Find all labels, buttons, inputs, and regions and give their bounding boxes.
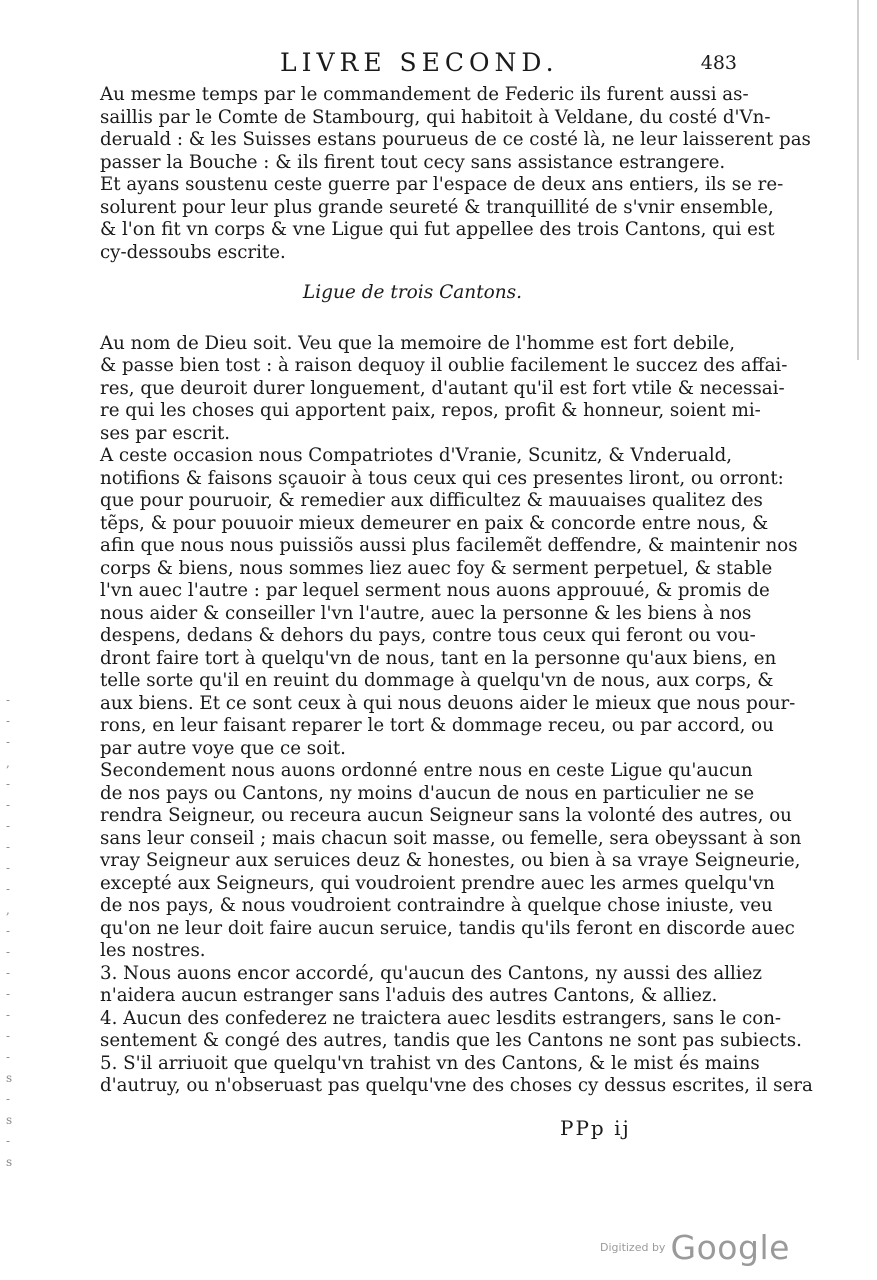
text-line: & l'on fit vn corps & vne Ligue qui fut appellee des trois Cantons, qui est	[100, 219, 775, 240]
margin-mark: -	[6, 1008, 11, 1022]
margin-mark: s	[6, 1071, 13, 1085]
text-line: & passe bien tost : à raison dequoy il oublie facilement le succez des affai-	[100, 355, 788, 376]
text-line: les nostres.	[100, 940, 206, 961]
text-line: que pour pouruoir, & remedier aux difficultez & mauuaises qualitez des	[100, 490, 763, 511]
text-line: n'aidera aucun estranger sans l'aduis des autres Cantons, & alliez.	[100, 985, 718, 1006]
text-block	[100, 84, 813, 1098]
paragraph-article-one	[100, 445, 798, 760]
margin-mark: -	[6, 798, 11, 812]
text-line: qu'on ne leur doit faire aucun seruice, tandis qu'ils feront en discorde auec	[100, 917, 795, 939]
text-line: aux biens. Et ce sont ceux à qui nous deuons aider le mieux que nous pour-	[100, 692, 796, 714]
margin-mark: -	[6, 819, 11, 833]
text-line: Secondement nous auons ordonné entre nous en ceste Ligue qu'aucun	[100, 760, 753, 781]
running-title: LIVRE SECOND.	[280, 48, 559, 77]
margin-mark: -	[6, 1092, 11, 1106]
paragraph-article-three	[100, 962, 762, 1008]
text-line: cy-dessoubs escrite.	[100, 241, 286, 263]
margin-mark: -	[6, 777, 11, 791]
margin-mark: -	[6, 945, 11, 959]
text-line: vray Seigneur aux seruices deuz & honestes, ou bien à sa vraye Seigneurie,	[100, 850, 801, 871]
page-header	[0, 48, 877, 78]
margin-mark: -	[6, 693, 11, 707]
text-line: re qui les choses qui apportent paix, repos, profit & honneur, soient mi-	[100, 400, 761, 421]
margin-mark: ,	[6, 756, 10, 770]
text-line: 5. S'il arriuoit que quelqu'vn trahist vn des Cantons, & le mist és mains	[100, 1052, 760, 1074]
text-line: notifions & faisons sçauoir à tous ceux qui ces presentes liront, ou orront:	[100, 467, 784, 489]
margin-mark: s	[6, 1113, 13, 1127]
text-line: dront faire tort à quelqu'vn de nous, tant en la personne qu'aux biens, en	[100, 647, 777, 669]
paragraph-second	[100, 174, 784, 264]
text-line: 3. Nous auons encor accordé, qu'aucun des Cantons, ny aussi des alliez	[100, 962, 762, 984]
text-line: saillis par le Comte de Stambourg, qui habitoit à Veldane, du costé d'Vn-	[100, 106, 771, 128]
text-line: rons, en leur faisant reparer le tort & dommage receu, ou par accord, ou	[100, 715, 774, 736]
margin-mark: -	[6, 861, 11, 875]
margin-mark: -	[6, 882, 11, 896]
text-line: rendra Seigneur, ou receura aucun Seigneur sans la volonté des autres, ou	[100, 805, 792, 826]
text-line: tẽps, & pour pouuoir mieux demeurer en paix & concorde entre nous, &	[100, 512, 769, 534]
text-line: de nos pays, & nous voudroient contraindre à quelque chose iniuste, veu	[100, 895, 773, 916]
text-line: d'autruy, ou n'obseruast pas quelqu'vne des choses cy dessus escrites, il sera	[100, 1075, 813, 1096]
text-line: res, que deuroit durer longuement, d'autant qu'il est fort vtile & necessai-	[100, 377, 785, 399]
text-line: ses par escrit.	[100, 422, 231, 444]
margin-mark: -	[6, 735, 11, 749]
paragraph-article-five	[100, 1052, 813, 1098]
margin-mark: -	[6, 714, 11, 728]
margin-mark: -	[6, 987, 11, 1001]
signature-mark: PPp ij	[560, 1116, 631, 1140]
margin-mark: -	[6, 924, 11, 938]
page-number: 483	[700, 52, 737, 74]
text-line: Au mesme temps par le commandement de Federic ils furent aussi as-	[100, 84, 749, 105]
text-line: solurent pour leur plus grande seureté & tranquillité de s'vnir ensemble,	[100, 196, 774, 218]
margin-mark: ,	[6, 903, 10, 917]
margin-mark: -	[6, 1134, 11, 1148]
text-line: de nos pays ou Cantons, ny moins d'aucun de nous en particulier ne se	[100, 782, 755, 804]
margin-marks	[6, 690, 18, 1173]
section-title: Ligue de trois Cantons.	[302, 282, 523, 303]
paragraph-preamble	[100, 332, 788, 446]
text-line: excepté aux Seigneurs, qui voudroient prendre auec les armes quelqu'vn	[100, 872, 775, 894]
text-line: A ceste occasion nous Compatriotes d'Vranie, Scunitz, & Vnderuald,	[100, 445, 733, 466]
google-logo: Google	[670, 1228, 790, 1267]
text-line: nous aider & conseiller l'vn l'autre, auec la personne & les biens à nos	[100, 602, 752, 624]
text-line: 4. Aucun des confederez ne traictera auec lesdits estrangers, sans le con-	[100, 1007, 782, 1029]
margin-mark: -	[6, 1029, 11, 1043]
text-line: passer la Bouche : & ils firent tout cecy sans assistance estrangere.	[100, 151, 726, 173]
paragraph-article-two	[100, 760, 802, 963]
watermark-prefix: Digitized by	[600, 1241, 666, 1254]
margin-mark: -	[6, 1050, 11, 1064]
text-line: l'vn auec l'autre : par lequel serment nous auons approuué, & promis de	[100, 580, 770, 601]
paragraph-intro	[100, 84, 811, 174]
text-line: par autre voye que ce soit.	[100, 737, 346, 759]
google-watermark	[600, 1228, 790, 1267]
margin-mark: -	[6, 966, 11, 980]
text-line: despens, dedans & dehors du pays, contre tous ceux qui feront ou vou-	[100, 625, 756, 646]
margin-mark: s	[6, 1155, 13, 1169]
text-line: corps & biens, nous sommes liez auec foy & serment perpetuel, & stable	[100, 557, 773, 579]
text-line: telle sorte qu'il en reuint du dommage à quelqu'vn de nous, aux corps, &	[100, 670, 774, 691]
paragraph-article-four	[100, 1007, 802, 1053]
text-line: deruald : & les Suisses estans pourueus de ce costé là, ne leur laisserent pas	[100, 129, 811, 150]
text-line: afin que nous nous puissiõs aussi plus facilemẽt deffendre, & maintenir nos	[100, 535, 798, 556]
text-line: sans leur conseil ; mais chacun soit masse, ou femelle, sera obeyssant à son	[100, 827, 802, 849]
text-line: sentement & congé des autres, tandis que les Cantons ne sont pas subiects.	[100, 1030, 802, 1051]
text-line: Au nom de Dieu soit. Veu que la memoire de l'homme est fort debile,	[100, 332, 736, 354]
margin-mark: -	[6, 840, 11, 854]
text-line: Et ayans soustenu ceste guerre par l'espace de deux ans entiers, ils se re-	[100, 174, 784, 195]
